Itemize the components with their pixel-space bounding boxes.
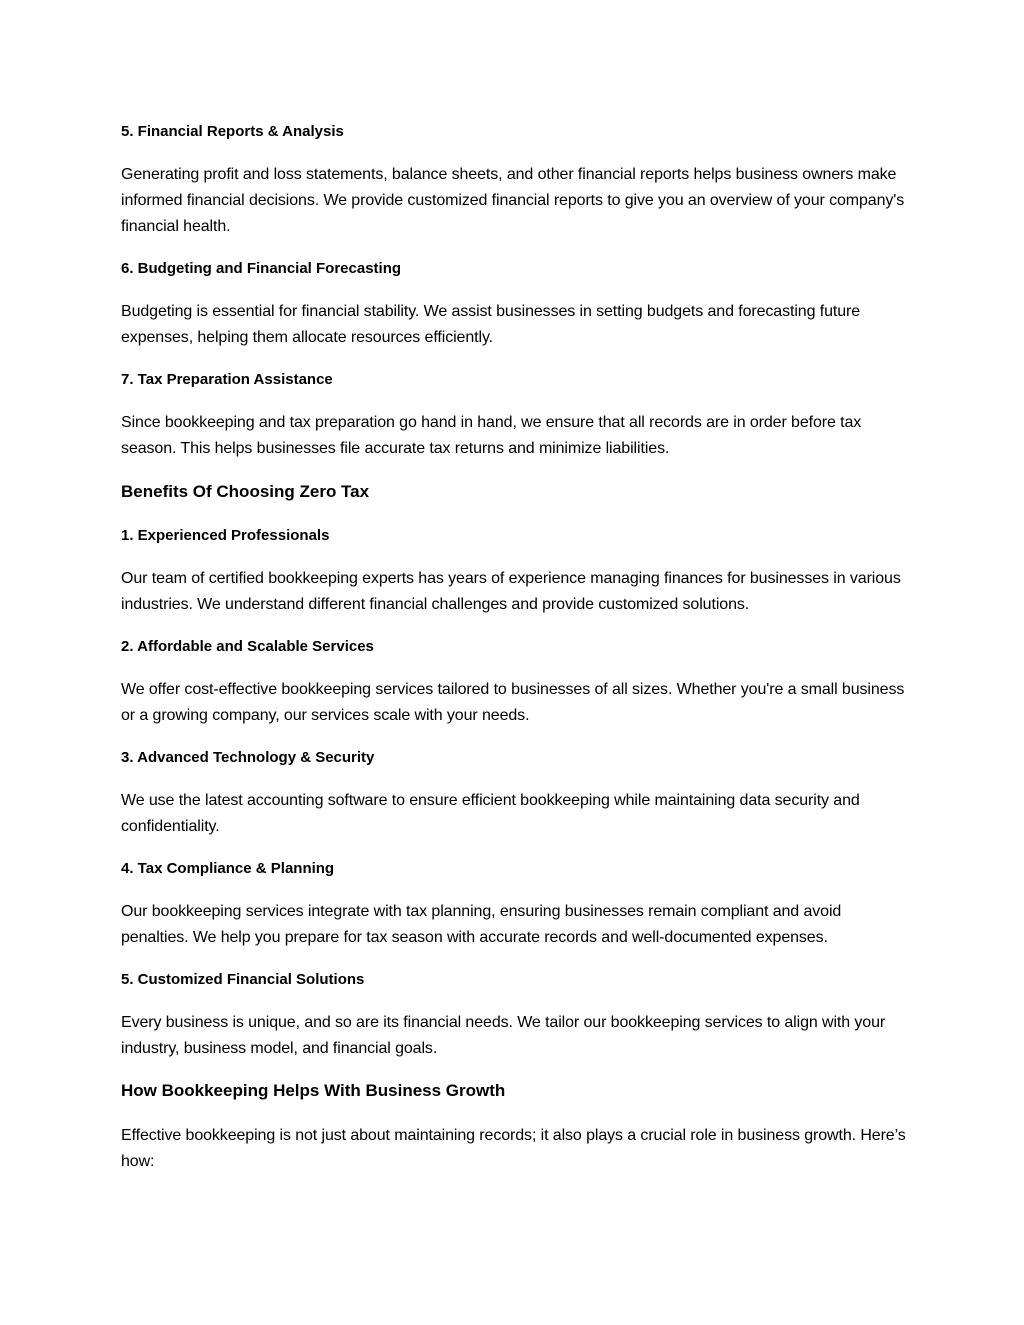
heading-experienced-professionals: 1. Experienced Professionals [121, 527, 330, 544]
section-heading-benefits: Benefits Of Choosing Zero Tax [121, 482, 370, 501]
paragraph-customized-solutions: Every business is unique, and so are its financial needs. We tailor our bookkeeping services to align with your industry, business model, and financial goals. [121, 1014, 886, 1057]
heading-tax-compliance: 4. Tax Compliance & Planning [121, 860, 335, 877]
heading-customized-solutions: 5. Customized Financial Solutions [121, 971, 365, 988]
heading-affordable-services: 2. Affordable and Scalable Services [121, 638, 374, 655]
paragraph-financial-reports: Generating profit and loss statements, balance sheets, and other financial reports helps business owners make informed financial decisions. We provide customized financial reports to give you an overview of your company's financial health. [121, 166, 905, 235]
paragraph-budgeting: Budgeting is essential for financial stability. We assist businesses in setting budgets and forecasting future expenses, helping them allocate resources efficiently. [121, 303, 861, 346]
paragraph-affordable-services: We offer cost-effective bookkeeping services tailored to businesses of all sizes. Whether you're a small business or a growing company, our services scale with your needs. [121, 681, 905, 724]
paragraph-advanced-technology: We use the latest accounting software to ensure efficient bookkeeping while maintaining data security and confidentiality. [121, 792, 860, 835]
paragraph-experienced-professionals: Our team of certified bookkeeping experts has years of experience managing finances for businesses in various industries. We understand different financial challenges and provide customized solutions. [121, 570, 901, 613]
heading-budgeting: 6. Budgeting and Financial Forecasting [121, 260, 402, 277]
paragraph-tax-preparation: Since bookkeeping and tax preparation go hand in hand, we ensure that all records are in order before tax season. This helps businesses file accurate tax returns and minimize liabilities. [121, 414, 862, 457]
heading-financial-reports: 5. Financial Reports & Analysis [121, 123, 344, 140]
heading-advanced-technology: 3. Advanced Technology & Security [121, 749, 375, 766]
heading-tax-preparation: 7. Tax Preparation Assistance [121, 371, 333, 388]
section-heading-business-growth: How Bookkeeping Helps With Business Growth [121, 1081, 506, 1100]
paragraph-tax-compliance: Our bookkeeping services integrate with tax planning, ensuring businesses remain compliant and avoid penalties. We help you prepare for tax season with accurate records and well-documented expenses. [121, 903, 842, 946]
paragraph-business-growth: Effective bookkeeping is not just about maintaining records; it also plays a crucial role in business growth. Here’s how: [121, 1127, 906, 1170]
